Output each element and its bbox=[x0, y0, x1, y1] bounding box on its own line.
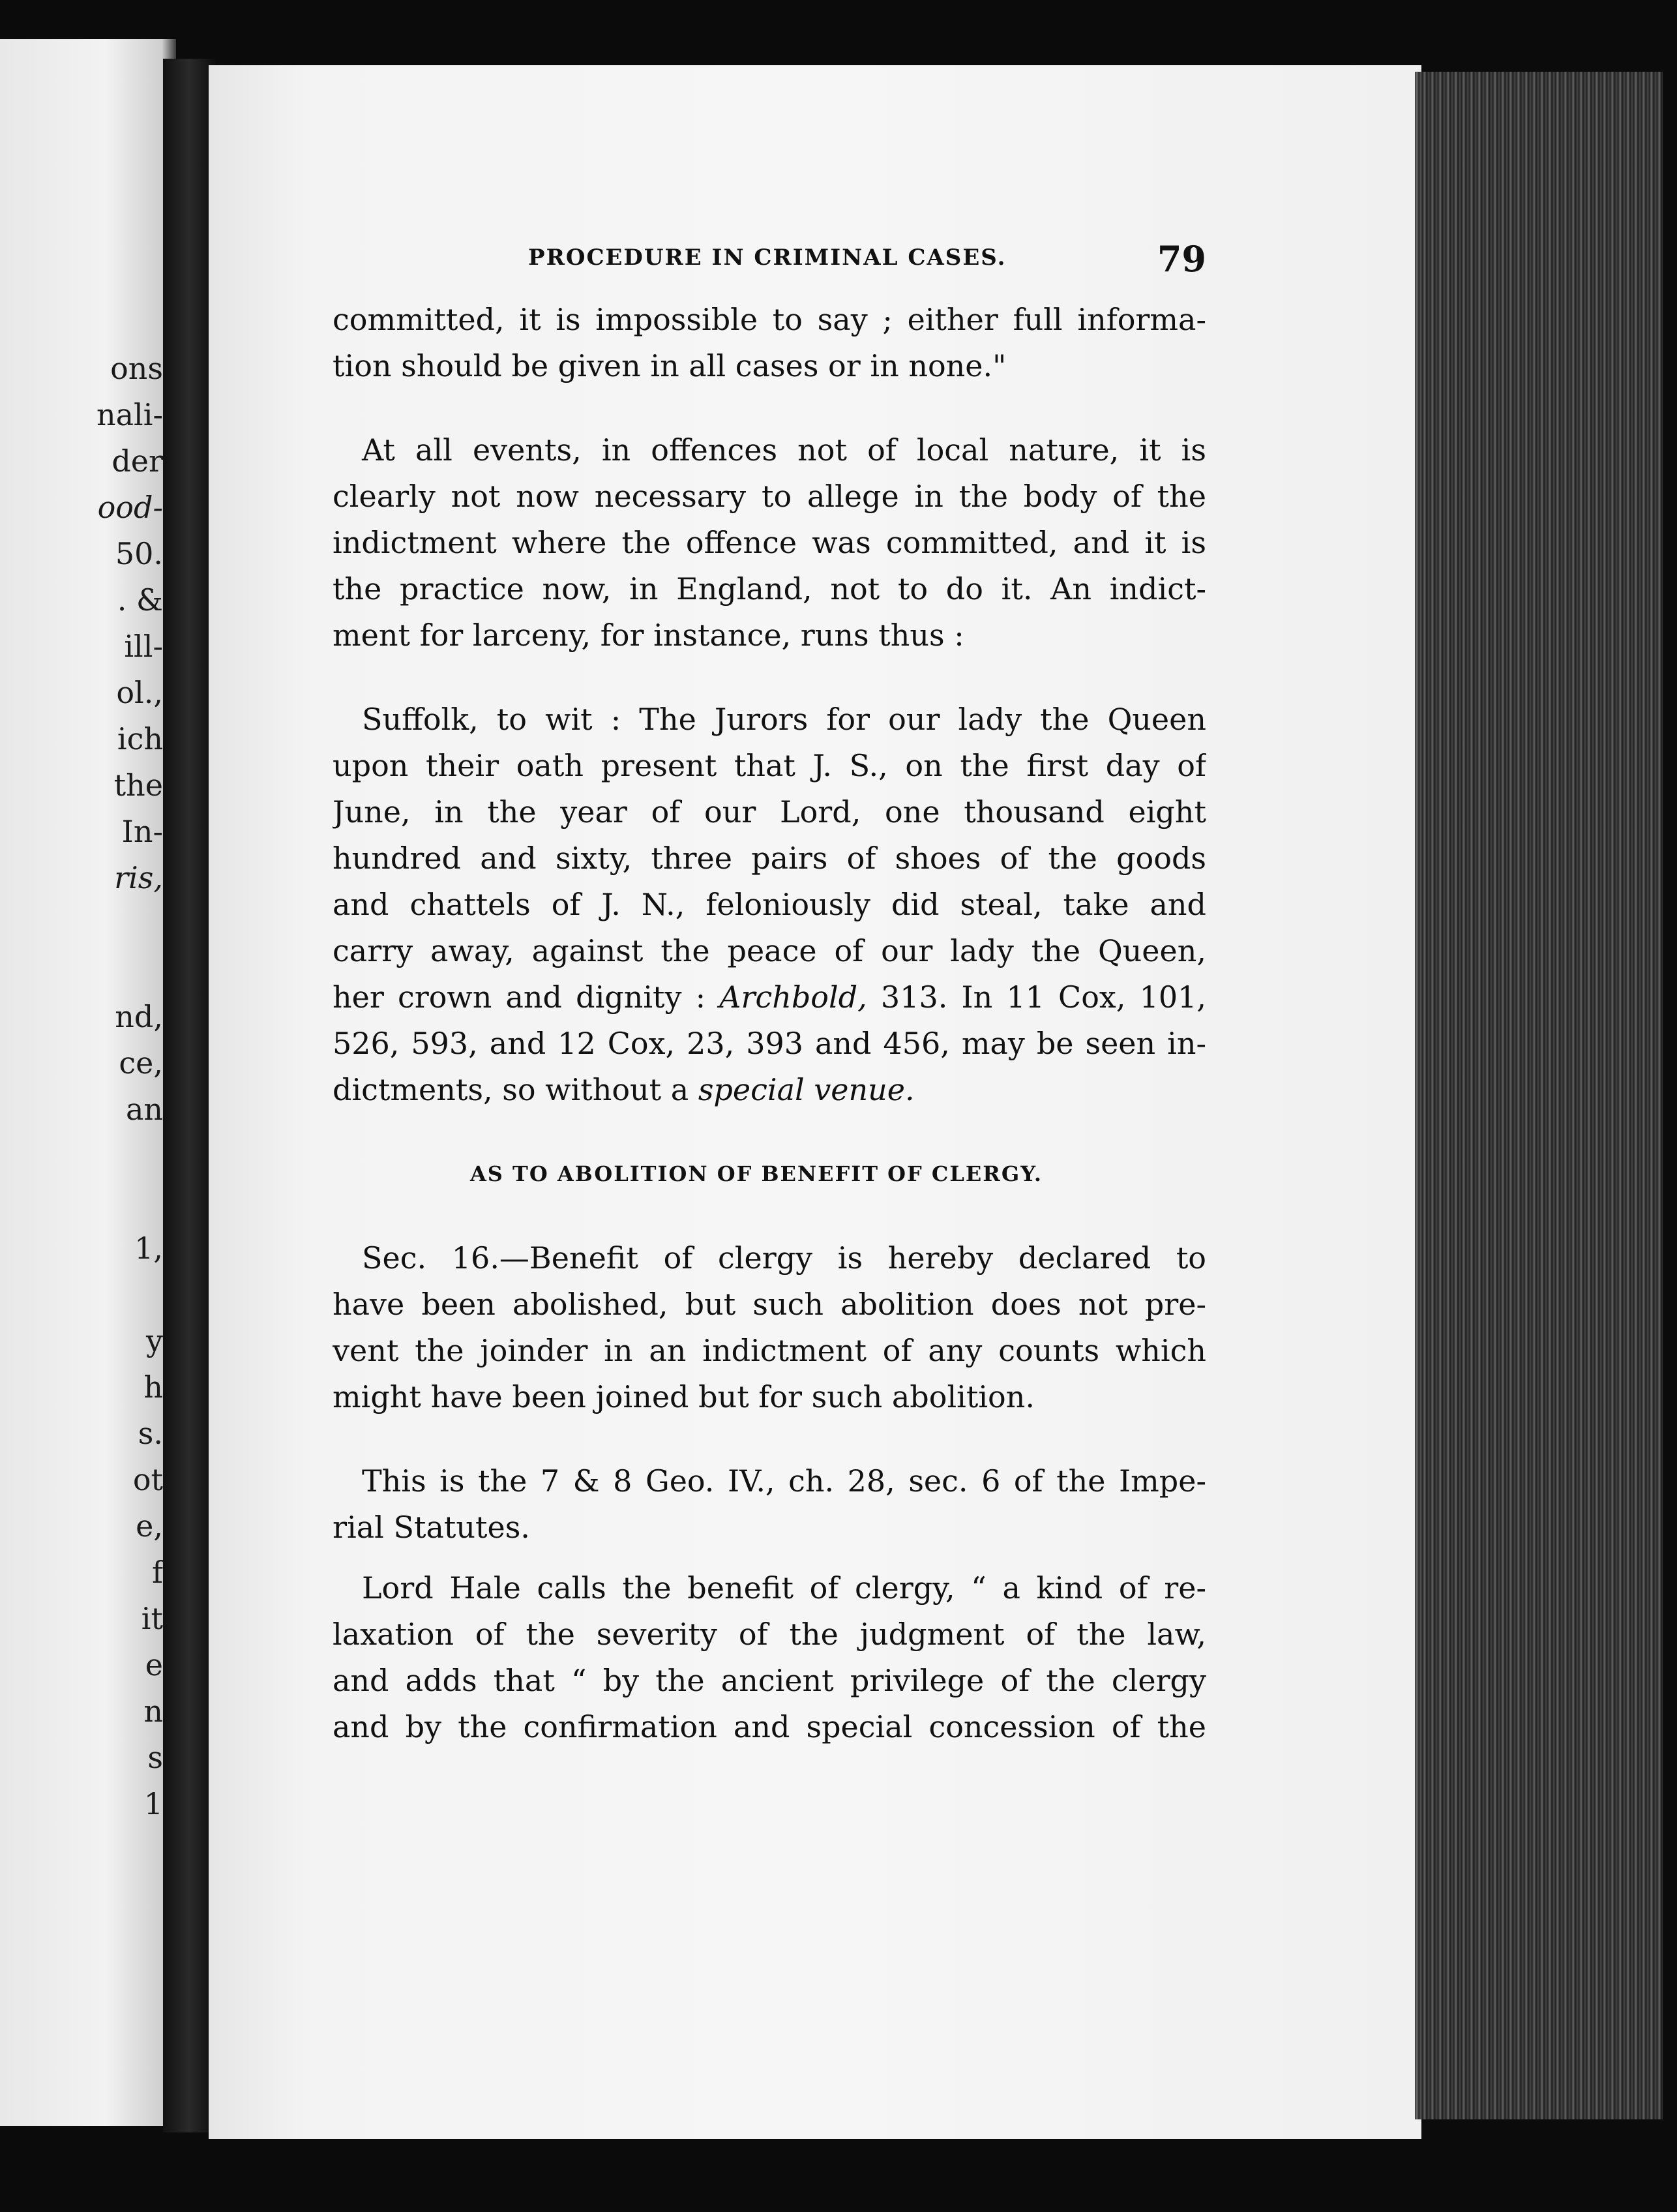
left-fragment: 1 bbox=[143, 1786, 163, 1821]
paragraph-lord-hale bbox=[333, 1565, 1206, 1750]
left-fragment: ons bbox=[110, 351, 163, 386]
page-edges-stack bbox=[1415, 72, 1663, 2119]
left-fragment bbox=[0, 1179, 163, 1225]
left-fragment: e bbox=[145, 1647, 163, 1682]
left-fragment: ol., bbox=[116, 675, 163, 710]
text-line: and adds that “ by the ancient privilege of the clergy bbox=[333, 1663, 1206, 1698]
text-line: clearly not now necessary to allege in the body of the bbox=[333, 479, 1206, 514]
left-facing-page bbox=[0, 39, 176, 2126]
left-fragment: der bbox=[111, 443, 163, 479]
left-fragment: In- bbox=[121, 814, 163, 849]
section-heading: AS TO ABOLITION OF BENEFIT OF CLERGY. bbox=[469, 1161, 1043, 1186]
left-fragment: n bbox=[143, 1694, 163, 1729]
paragraph-spacer bbox=[333, 389, 1206, 427]
page-body bbox=[333, 297, 1206, 1750]
left-fragment: 50. bbox=[115, 536, 163, 571]
text-line bbox=[333, 1067, 1206, 1113]
paragraph-indictment-example bbox=[333, 696, 1206, 1113]
left-fragment: s. bbox=[138, 1416, 163, 1451]
left-fragment: an bbox=[125, 1092, 163, 1127]
page-header bbox=[528, 238, 1206, 284]
text-line: upon their oath present that J. S., on the first day of bbox=[333, 748, 1206, 783]
left-fragment: e, bbox=[136, 1508, 163, 1544]
paragraph-imperial-statutes bbox=[333, 1458, 1206, 1551]
text-line: This is the 7 & 8 Geo. IV., ch. 28, sec. 6 of the Impe- bbox=[362, 1463, 1206, 1499]
text-line: might have been joined but for such abolition. bbox=[333, 1379, 1035, 1414]
left-fragment: ood- bbox=[97, 490, 163, 525]
left-fragment: ich bbox=[117, 721, 163, 756]
citation-italic: Archbold, bbox=[719, 979, 867, 1015]
running-head: PROCEDURE IN CRIMINAL CASES. bbox=[528, 245, 1007, 271]
paragraph-spacer bbox=[333, 1420, 1206, 1458]
paragraph-spacer bbox=[333, 1551, 1206, 1565]
text-line: vent the joinder in an indictment of any counts which bbox=[333, 1333, 1206, 1368]
paragraph-spacer bbox=[333, 1113, 1206, 1151]
book-gutter-shadow bbox=[163, 59, 215, 2132]
paragraph-section-16 bbox=[333, 1235, 1206, 1420]
left-fragment bbox=[0, 901, 163, 948]
left-fragment bbox=[0, 948, 163, 994]
text-line: tion should be given in all cases or in none." bbox=[333, 348, 1007, 383]
left-fragment: f bbox=[151, 1555, 163, 1590]
text-line: have been abolished, but such abolition does not pre- bbox=[333, 1287, 1206, 1322]
left-fragment: ill- bbox=[124, 629, 163, 664]
paragraph-spacer bbox=[333, 1197, 1206, 1235]
text-line: Lord Hale calls the benefit of clergy, “ a kind of re- bbox=[362, 1570, 1206, 1606]
left-fragment bbox=[0, 1133, 163, 1179]
left-fragment: the bbox=[113, 768, 163, 803]
text-line: and chattels of J. N., feloniously did steal, take and bbox=[333, 887, 1206, 922]
text-line: 526, 593, and 12 Cox, 23, 393 and 456, may be seen in- bbox=[333, 1026, 1206, 1061]
text-line: laxation of the severity of the judgment of the law, bbox=[333, 1617, 1206, 1652]
left-page-text-fragments bbox=[0, 346, 163, 1827]
left-fragment: nali- bbox=[96, 397, 163, 432]
left-fragment: h bbox=[143, 1369, 163, 1405]
left-fragment: it bbox=[141, 1601, 163, 1636]
left-fragment: ce, bbox=[119, 1045, 163, 1081]
paragraph-continuation bbox=[333, 297, 1206, 389]
text-line: committed, it is impossible to say ; either full informa- bbox=[333, 302, 1206, 337]
paragraph-spacer bbox=[333, 659, 1206, 696]
text-line bbox=[333, 974, 1206, 1021]
text-run: her crown and dignity : bbox=[333, 979, 720, 1015]
left-fragment: ris, bbox=[114, 860, 163, 895]
text-run: dictments, so without a bbox=[333, 1072, 698, 1107]
text-line: June, in the year of our Lord, one thousand eight bbox=[333, 794, 1206, 830]
text-line: At all events, in offences not of local nature, it is bbox=[362, 432, 1206, 468]
text-line: and by the confirmation and special concession of the bbox=[333, 1709, 1206, 1744]
text-line: the practice now, in England, not to do it. An indict- bbox=[333, 571, 1206, 606]
text-line: ment for larceny, for instance, runs thus : bbox=[333, 618, 964, 653]
left-fragment: 1, bbox=[134, 1231, 163, 1266]
text-line: Suffolk, to wit : The Jurors for our lady the Queen bbox=[362, 702, 1206, 737]
emphasis-italic: special venue. bbox=[698, 1072, 915, 1107]
text-line: carry away, against the peace of our lady the Queen, bbox=[333, 933, 1206, 968]
text-line: Sec. 16.—Benefit of clergy is hereby declared to bbox=[362, 1240, 1206, 1276]
text-line: indictment where the offence was committed, and it is bbox=[333, 525, 1206, 560]
left-fragment bbox=[0, 1272, 163, 1318]
left-fragment: . & bbox=[117, 582, 163, 618]
left-fragment: ot bbox=[132, 1462, 163, 1497]
paragraph-local-nature bbox=[333, 427, 1206, 659]
left-fragment: y bbox=[146, 1323, 163, 1358]
page-number: 79 bbox=[1157, 238, 1206, 280]
left-fragment: nd, bbox=[115, 999, 163, 1034]
text-line: hundred and sixty, three pairs of shoes of the goods bbox=[333, 841, 1206, 876]
left-fragment: s bbox=[147, 1740, 163, 1775]
text-run: 313. In 11 Cox, 101, bbox=[867, 979, 1206, 1015]
text-line: rial Statutes. bbox=[333, 1510, 530, 1545]
